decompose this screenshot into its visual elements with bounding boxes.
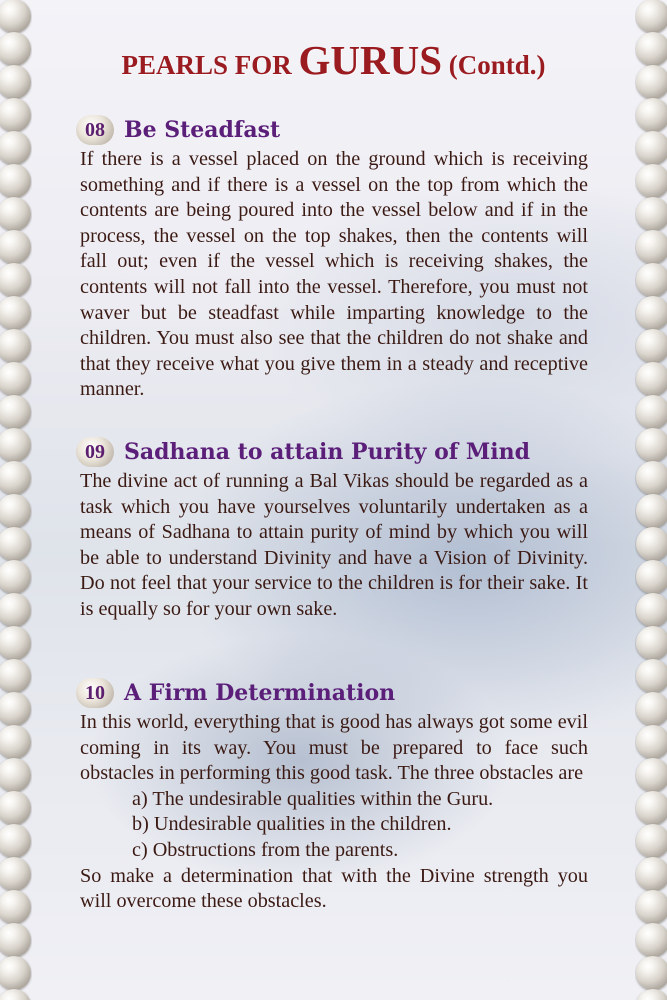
pearl-bead [636,32,667,66]
pearl-bead [636,890,667,924]
section-closing: So make a determination that with the Divine strength you will overcome these obstacles. [80,864,588,913]
pearl-bead [636,857,667,891]
list-item: a) The undesirable qualities within the Guru. [132,787,494,810]
pearl-bead [0,164,31,198]
page-title [60,36,607,84]
section-09 [80,437,588,623]
pearl-bead [636,65,667,99]
section-heading [80,437,588,467]
pearl-bead [636,989,667,1000]
pearl-bead [0,230,31,264]
obstacle-list [80,787,588,864]
section-heading [80,678,588,708]
section-title: A Firm Determination [124,680,396,706]
section-heading [80,115,588,145]
section-title: Sadhana to attain Purity of Mind [124,439,531,465]
pearl-bead [0,0,31,33]
section-title: Be Steadfast [124,117,281,143]
pearl-bead [0,329,31,363]
pearl-bead [636,593,667,627]
pearl-bead [0,692,31,726]
pearl-bead [0,428,31,462]
pearl-bead [0,857,31,891]
pearl-bead [636,560,667,594]
pearl-bead [636,362,667,396]
right-pearl-border [635,0,667,1000]
pearl-bead [0,362,31,396]
pearl-bead [0,890,31,924]
pearl-bead [0,725,31,759]
pearl-bead [0,659,31,693]
pearl-bead [636,626,667,660]
pearl-bead [636,692,667,726]
pearl-bead [0,32,31,66]
pearl-bead [0,824,31,858]
section-number-badge: 09 [76,437,114,467]
section-number-badge: 10 [76,678,114,708]
pearl-bead [636,395,667,429]
pearl-bead [0,296,31,330]
pearl-bead [636,791,667,825]
pearl-bead [636,659,667,693]
pearl-bead [0,923,31,957]
pearl-bead [0,461,31,495]
pearl-bead [636,824,667,858]
pearl-bead [636,428,667,462]
pearl-bead [636,461,667,495]
pearl-bead [636,527,667,561]
pearl-bead [0,197,31,231]
pearl-bead [636,494,667,528]
title-part-3: (Contd.) [442,50,546,80]
section-body: If there is a vessel placed on the ground which is receiving something and if there is a vessel on the top from which the contents are being poured into the vessel below and if in the process, the vessel on the top shakes, then the contents will fall out; even if the vessel which is receiving shakes, the contents will not fall into the vessel. Therefore, you must not waver but be steadfast while imparting knowledge to the children. You must also see that the children do not shake and that they receive what you give them in a steady and receptive manner. [80,148,588,401]
pearl-bead [0,527,31,561]
pearl-bead [636,329,667,363]
pearl-bead [636,197,667,231]
pearl-bead [0,494,31,528]
pearl-bead [0,626,31,660]
list-item: c) Obstructions from the parents. [132,838,399,861]
title-part-2: GURUS [298,37,443,83]
section-10 [80,678,588,915]
pearl-bead [636,263,667,297]
title-part-1: PEARLS FOR [121,50,299,80]
pearl-bead [636,164,667,198]
section-number-badge: 08 [76,115,114,145]
pearl-bead [0,560,31,594]
pearl-bead [0,131,31,165]
pearl-bead [0,758,31,792]
pearl-bead [636,230,667,264]
pearl-bead [0,791,31,825]
pearl-bead [0,263,31,297]
pearl-bead [636,296,667,330]
section-body: In this world, everything that is good has always got some evil coming in its way. You must be prepared to face such obstacles in performing this good task. The three obstacles are [80,711,588,785]
section-08 [80,115,588,403]
pearl-bead [636,725,667,759]
pearl-bead [636,98,667,132]
left-pearl-border [0,0,32,1000]
pearl-bead [0,65,31,99]
section-body: The divine act of running a Bal Vikas should be regarded as a task which you have yourselves voluntarily undertaken as a means of Sadhana to attain purity of mind by which you will be able to understand Divinity and have a Vision of Divinity. Do not feel that your service to the children is for their sake. It is equally so for your own sake. [80,470,588,620]
pearl-bead [636,923,667,957]
pearl-bead [636,0,667,33]
pearl-bead [0,956,31,990]
list-item: b) Undesirable qualities in the children. [132,813,452,836]
pearl-bead [636,956,667,990]
pearl-bead [0,593,31,627]
pearl-bead [0,989,31,1000]
pearl-bead [0,395,31,429]
pearl-bead [636,758,667,792]
pearl-bead [636,131,667,165]
pearl-bead [0,98,31,132]
